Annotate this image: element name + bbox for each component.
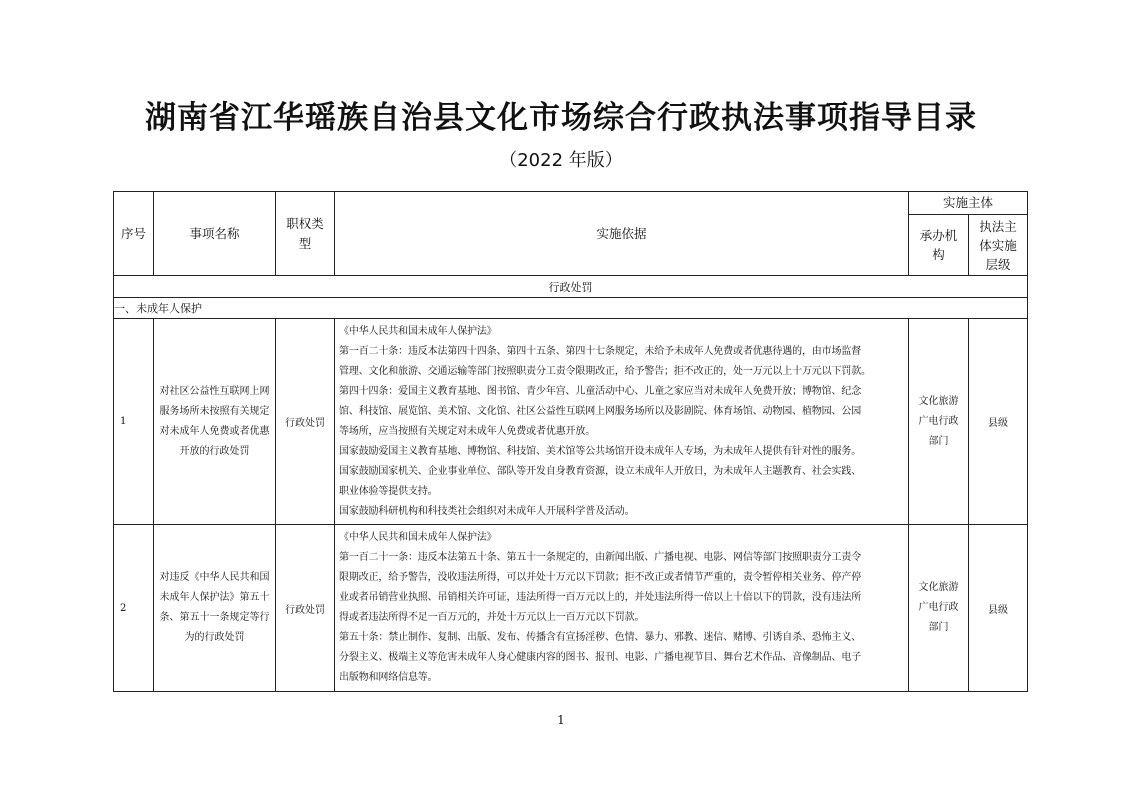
item-name: 对社区公益性互联网上网服务场所未按照有关规定对未成年人免费或者优惠开放的行政处罚 [154,319,276,525]
table-row [114,319,1028,525]
table-row [114,525,1028,692]
document-subtitle: （2022 年版） [499,150,623,171]
handling-agency: 文化旅游广电行政部门 [909,525,969,692]
header-basis: 实施依据 [335,192,909,276]
header-org: 承办机构 [909,215,969,276]
category-heading: 一、未成年人保护 [114,298,1028,319]
section-heading: 行政处罚 [114,276,1028,298]
legal-basis: 《中华人民共和国未成年人保护法》 第一百二十条：违反本法第四十四条、第四十五条、第四十七条规定，未给予未成年人免费或者优惠待遇的，由市场监督 管理、文化和旅游、交通运输等部门按照职责分工责令限期改正，给予警告；拒不改正的，处一万元以上十万元以下罚款。 第四十四条：爱国主义教育基地、图书馆、青少年宫、儿童活动中心、儿童之家应当对未成年人免费开放；博物馆、纪念 馆、科技馆、展览馆、美术馆、文化馆、社区公益性互联网上网服务场所以及影剧院、体育场馆、动物园、植物园、公园 等场所，应当按照有关规定对未成年人免费或者优惠开放。 国家鼓励爱国主义教育基地、博物馆、科技馆、美术馆等公共场馆开设未成年人专场，为未成年人提供有针对性的服务。 国家鼓励国家机关、企业事业单位、部队等开发自身教育资源，设立未成年人开放日，为未成年人主题教育、社会实践、 职业体验等提供支持。 国家鼓励科研机构和科技类社会组织对未成年人开展科学普及活动。 [335,319,909,525]
header-type: 职权类型 [276,192,335,276]
power-type: 行政处罚 [276,525,335,692]
catalog-table [113,191,1028,692]
enforcement-level: 县级 [969,525,1028,692]
header-subject: 实施主体 [909,192,1028,215]
header-level: 执法主体实施层级 [969,215,1028,276]
enforcement-level: 县级 [969,319,1028,525]
item-name: 对违反《中华人民共和国未成年人保护法》第五十条、第五十一条规定等行为的行政处罚 [154,525,276,692]
header-name: 事项名称 [154,192,276,276]
document-title: 湖南省江华瑶族自治县文化市场综合行政执法事项指导目录 [145,100,977,136]
row-number: 2 [114,525,154,692]
row-number: 1 [114,319,154,525]
page-number: 1 [557,713,565,727]
legal-basis: 《中华人民共和国未成年人保护法》 第一百二十一条：违反本法第五十条、第五十一条规定的，由新闻出版、广播电视、电影、网信等部门按照职责分工责令 限期改正，给予警告，没收违法所得，可以并处十万元以下罚款；拒不改正或者情节严重的，责令暂停相关业务、停产停 业或者吊销营业执照、吊销相关许可证，违法所得一百万元以上的，并处违法所得一倍以上十倍以下的罚款，没有违法所 得或者违法所得不足一百万元的，并处十万元以上一百万元以下罚款。 第五十条：禁止制作、复制、出版、发布、传播含有宣扬淫秽、色情、暴力、邪教、迷信、赌博、引诱自杀、恐怖主义、 分裂主义、极端主义等危害未成年人身心健康内容的图书、报刊、电影、广播电视节目、舞台艺术作品、音像制品、电子 出版物和网络信息等。 [335,525,909,692]
header-no: 序号 [114,192,154,276]
power-type: 行政处罚 [276,319,335,525]
handling-agency: 文化旅游广电行政部门 [909,319,969,525]
